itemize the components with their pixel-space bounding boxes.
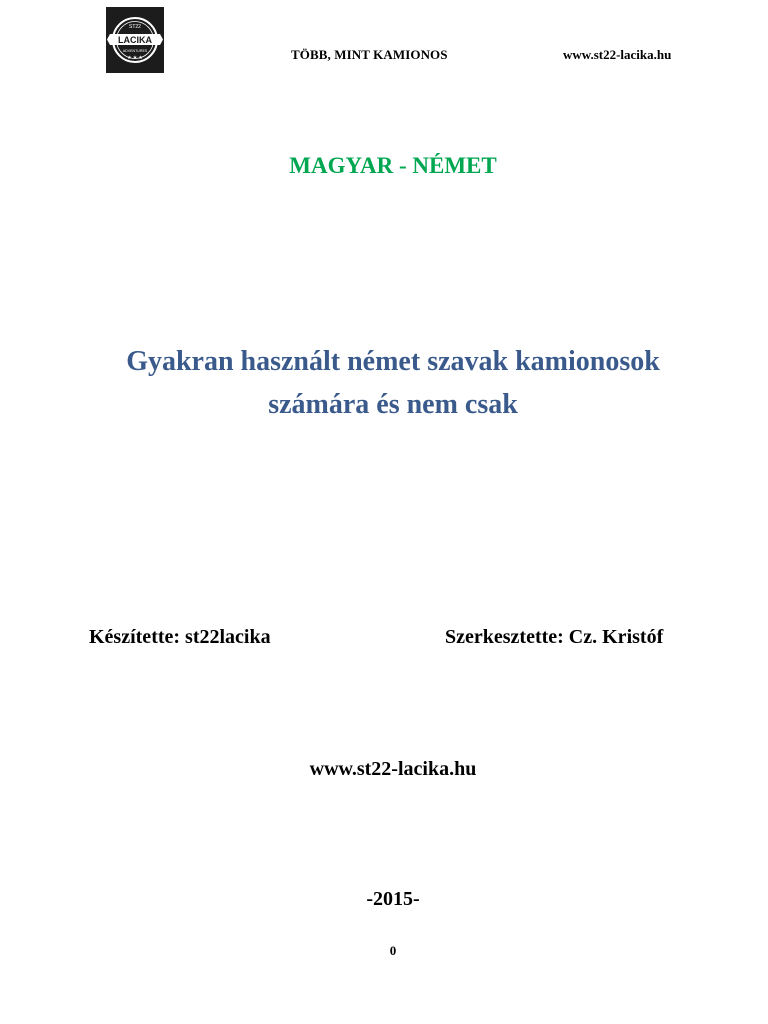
header-url: www.st22-lacika.hu: [563, 47, 672, 62]
logo-stars-icon: ★ ★ ★: [127, 56, 143, 61]
document-title-line-2: számára és nem csak: [268, 389, 518, 420]
lacika-badge-icon: [106, 7, 164, 73]
page-number: 0: [389, 943, 397, 958]
header-tagline: TÖBB, MINT KAMIONOS: [291, 47, 448, 62]
logo-top-text: ST22: [129, 24, 141, 30]
logo-bottom-text: ADVENTURES: [122, 49, 148, 53]
editor-credit: Szerkesztette: Cz. Kristóf: [445, 626, 664, 648]
publication-year: -2015-: [366, 888, 420, 910]
language-title: MAGYAR - NÉMET: [289, 153, 497, 178]
logo-name: LACIKA: [118, 35, 152, 45]
website-url: www.st22-lacika.hu: [309, 758, 477, 780]
author-credit: Készítette: st22lacika: [89, 626, 271, 648]
document-title-line-1: Gyakran használt német szavak kamionosok: [126, 346, 660, 377]
site-logo: [106, 7, 164, 73]
document-title: [90, 340, 696, 426]
